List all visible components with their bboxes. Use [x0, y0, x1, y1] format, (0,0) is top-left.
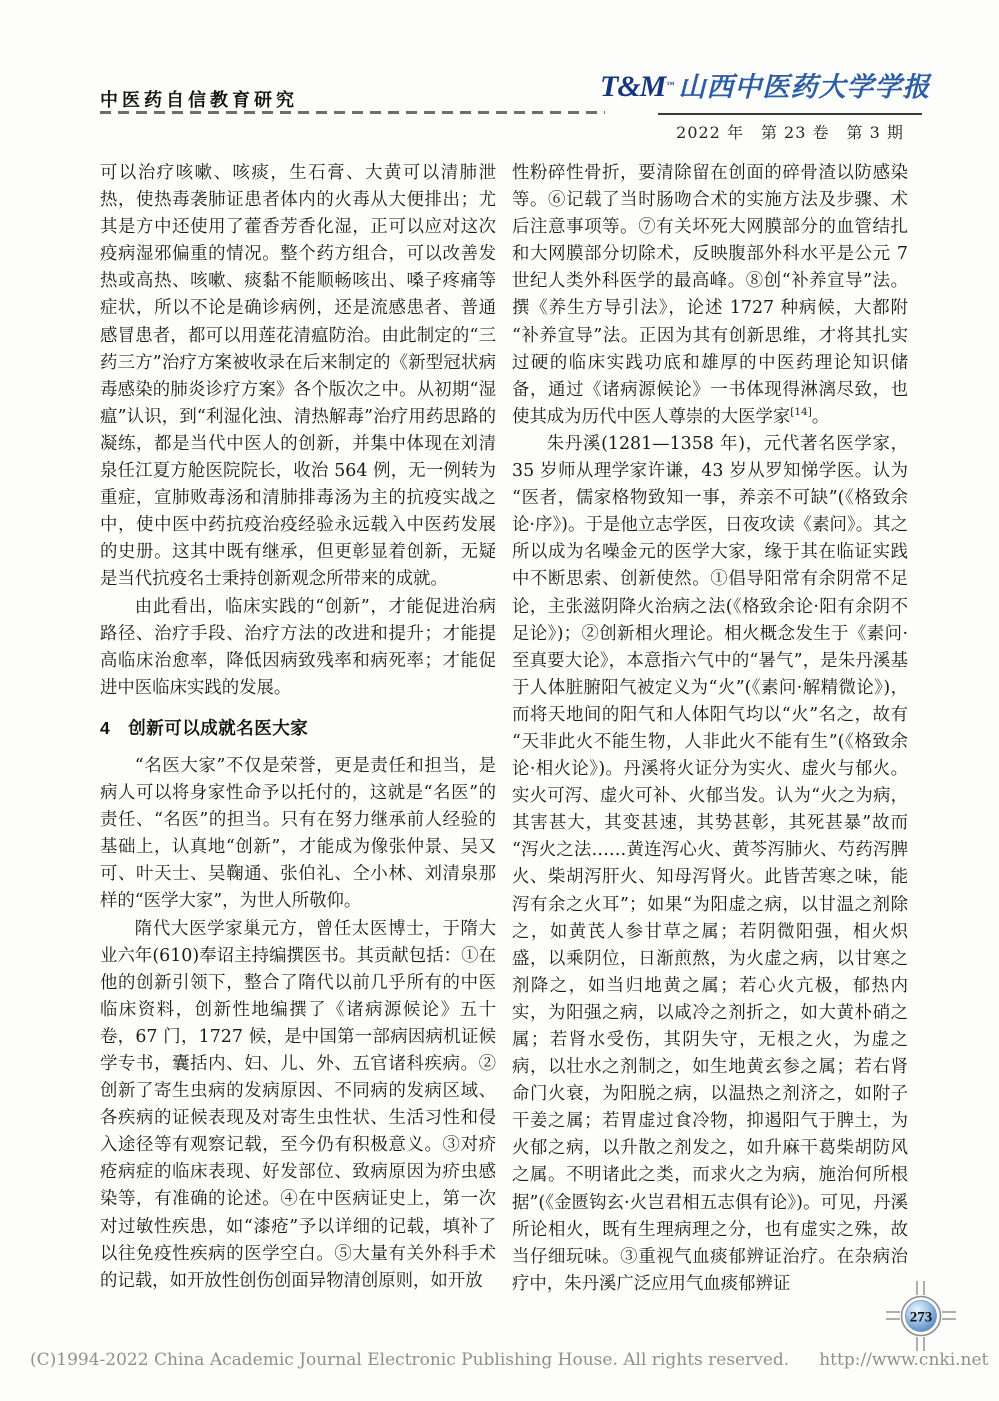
text-run: 朱丹溪(1281—1358 年)，元代著名医学家，35 岁师从理学家许谦，43 岁从罗知悌学医。认为“医者，儒家格物致知一事，养亲不可缺”(《格致余论·序》)。于是他立志学医，日夜攻读《素问》。其之所以成为名噪金元的医学大家，缘于其在临证实践中不断思索、创新使然。①倡导阳常有余阴常不足论，主张滋阴降火治病之法(《格致余论·阳有余阴不足论》)；②创新相火理论。相火概念发生于《素问·至真要大论》，本意指六气中的“暑气”，是朱丹溪基于人体脏腑阳气被定义为“火”(《素问·解精微论》)，而将天地间的阳气和人体阳气均以“火”名之，故有“天非此火不能生物，人非此火不能有生”(《格致余论·相火论》)。丹溪将火证分为实火、虚火与郁火。实火可泻、虚火可补、火郁当发。认为“火之为病，其害甚大，其变甚速，其势甚彰，其死甚暴”故而“泻火之法……黄连泻心火、黄芩泻肺火、芍药泻脾火、柴胡泻肝火、知母泻肾火。此皆苦寒之味，能泻有余之火耳”；如果“为阳虚之病，以甘温之剂除之，如黄芪人参甘草之属；若阴微阳强，相火炽盛，以乘阴位，日渐煎熬，为火虚之病，以甘寒之剂降之，如当归地黄之属；若心火亢极，郁热内实，为阳强之病，以咸冷之剂折之，如大黄朴硝之属；若肾水受伤，其阴失守，无根之火，为虚之病，以壮水之剂制之，如生地黄玄参之属；若右肾命门火衰，为阳脱之病，以温热之剂济之，如附子干姜之属；若胃虚过食冷物，抑遏阳气于脾土，为火郁之病，以升散之剂发之，如升麻干葛柴胡防风之属。不明诸此之类，而求火之为病，施治何所根据”(《金匮钩玄·火岂君相五志俱有论》)。可见，丹溪所论相火，既有生理病理之分，也有虚实之殊，故当仔细玩味。③重视气血痰郁辨证治疗。在杂病治疗中，朱丹溪广泛应用气血痰郁辨证: [512, 433, 908, 1294]
journal-masthead: [600, 70, 931, 142]
trademark-mark: ™: [666, 80, 674, 89]
text-run: 由此看出，临床实践的“创新”，才能促进治病路径、治疗手段、治疗方法的改进和提升；才能提高临床治愈率，降低因病致残率和病死率；才能促进中医临床实践的发展。: [100, 596, 496, 698]
column-section-label: 中医药自信教育研究: [100, 90, 298, 110]
paragraph: [100, 594, 496, 702]
page-number-badge: [886, 1281, 956, 1351]
paragraph: [100, 916, 496, 1295]
left-column: [100, 160, 496, 1296]
paragraph: [512, 160, 908, 431]
header-dashed-rule: [100, 111, 605, 114]
paragraph: [512, 431, 908, 1296]
text-run: 。: [811, 406, 830, 427]
journal-issue-info: 2022 年 第 23 卷 第 3 期: [676, 123, 904, 142]
paragraph: [100, 753, 496, 916]
paragraph: [100, 160, 496, 594]
journal-title: 山西中医药大学学报: [678, 72, 931, 102]
section-heading: [100, 715, 496, 742]
footer-url: http://www.cnki.net: [819, 1350, 989, 1370]
text-run: 可以治疗咳嗽、咳痰，生石膏、大黄可以清肺泄热，使热毒袭肺证患者体内的火毒从大便排出；尤其是方中还使用了藿香芳香化湿，正可以应对这次疫病湿邪偏重的情况。整个药方组合，可以改善发热或高热、咳嗽、痰黏不能顺畅咳出、嗓子疼痛等症状，所以不论是确诊病例，还是流感患者、普通感冒患者，都可以用莲花清瘟防治。由此制定的“三药三方”治疗方案被收录在后来制定的《新型冠状病毒感染的肺炎诊疗方案》各个版次之中。从初期“湿瘟”认识，到“利湿化浊、清热解毒”治疗用药思路的凝练，都是当代中医人的创新，并集中体现在刘清泉任江夏方舱医院院长，收治 564 例，无一例转为重症，宣肺败毒汤和清肺排毒汤为主的抗疫实战之中，使中医中药抗疫治疫经验永远载入中医药发展的史册。这其中既有继承，但更彰显着创新，无疑是当代抗疫名士秉持创新观念所带来的成就。: [100, 163, 496, 590]
text-run: 4 创新可以成就名医大家: [100, 717, 309, 738]
copyright-text: (C)1994-2022 China Academic Journal Electronic Publishing House. All rights reserved.: [30, 1350, 790, 1370]
page-number: 273: [909, 1309, 933, 1326]
citation-ref: [14]: [790, 406, 812, 419]
footer-copyright-line: [30, 1350, 989, 1370]
text-run: 性粉碎性骨折，要清除留在创面的碎骨渣以防感染等。⑥记载了当时肠吻合术的实施方法及步骤、术后注意事项等。⑦有关坏死大网膜部分的血管结扎和大网膜部分切除术，反映腹部外科水平是公元 7 世纪人类外科医学的最高峰。⑧创“补养宣导”法。撰《养生方导引法》，论述 1727 种病候，大都附“补养宣导”法。正因为其有创新思维，才将其扎实过硬的临床实践功底和雄厚的中医药理论知识储备，通过《诸病源候论》一书体现得淋漓尽致，也使其成为历代中医人尊崇的大医学家: [512, 163, 908, 427]
journal-logo: T&M™: [600, 70, 674, 103]
text-run: 隋代大医学家巢元方，曾任太医博士，于隋大业六年(610)奉诏主持编撰医书。其贡献包括：①在他的创新引领下，整合了隋代以前几乎所有的中医临床资料，创新性地编撰了《诸病源候论》五十卷，67 门，1727 候，是中国第一部病因病机证候学专书，囊括内、妇、儿、外、五官诸科疾病。②创新了寄生虫病的发病原因、不同病的发病区域、各疾病的证候表现及对寄生虫性状、生活习性和侵入途径等有观察记载，至今仍有积极意义。③对疥疮病症的临床表现、好发部位、致病原因为疥虫感染等，有准确的论述。④在中医病证史上，第一次对过敏性疾患，如“漆疮”予以详细的记载，填补了以往免疫性疾病的医学空白。⑤大量有关外科手术的记载，如开放性创伤创面异物清创原则，如开放: [100, 918, 496, 1291]
journal-title-rule: [658, 113, 922, 115]
right-column: [512, 160, 908, 1296]
text-run: “名医大家”不仅是荣誉，更是责任和担当，是病人可以将身家性命予以托付的，这就是“名医”的责任、“名医”的担当。只有在努力继承前人经验的基础上，认真地“创新”，才能成为像张仲景、吴又可、叶天士、吴鞠通、张伯礼、仝小林、刘清泉那样的“医学大家”，为世人所敬仰。: [100, 755, 496, 912]
